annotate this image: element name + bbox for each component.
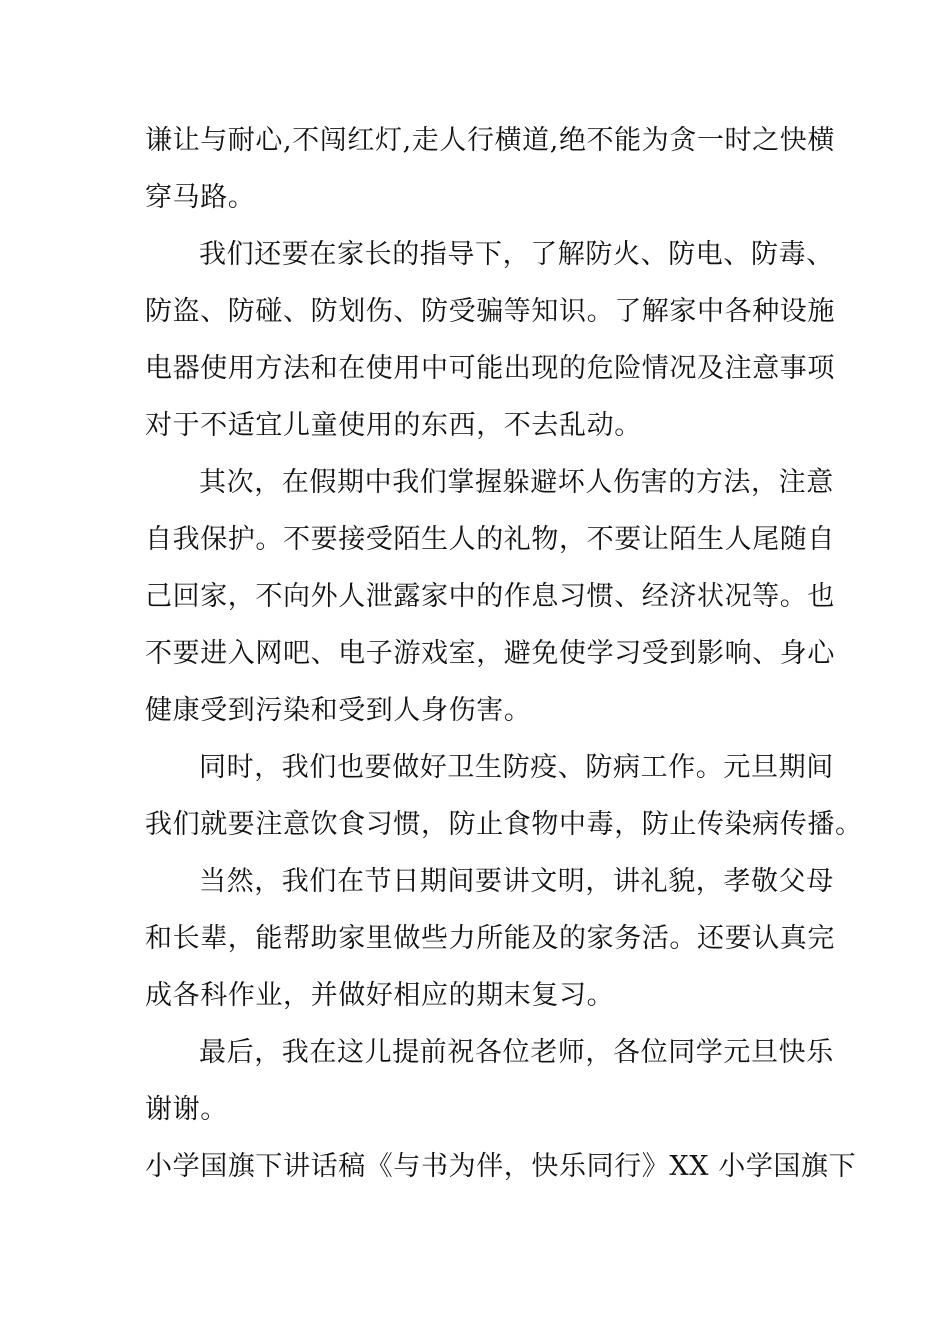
paragraph-start-line: 当然，我们在节日期间要讲文明，讲礼貌，孝敬父母	[199, 866, 834, 897]
paragraph-start-line: 同时，我们也要做好卫生防疫、防病工作。元旦期间	[199, 752, 834, 783]
paragraph-start-line: 其次，在假期中我们掌握躲避坏人伤害的方法，注意	[199, 467, 834, 498]
text-line: 和长辈，能帮助家里做些力所能及的家务活。还要认真完	[145, 923, 835, 954]
text-line: 谦让与耐心,不闯红灯,走人行横道,绝不能为贪一时之快横	[145, 125, 835, 156]
text-line: 谢谢。	[145, 1094, 228, 1125]
paragraph-start-line: 我们还要在家长的指导下，了解防火、防电、防毒、	[199, 239, 834, 270]
text-line: 己回家，不向外人泄露家中的作息习惯、经济状况等。也	[145, 581, 835, 612]
text-line: 我们就要注意饮食习惯，防止食物中毒，防止传染病传播。	[145, 809, 863, 840]
text-line: 电器使用方法和在使用中可能出现的危险情况及注意事项	[145, 353, 835, 384]
text-line: 穿马路。	[145, 182, 256, 213]
text-line: 成各科作业，并做好相应的期末复习。	[145, 980, 615, 1011]
section-title-line: 小学国旗下讲话稿《与书为伴，快乐同行》XX 小学国旗下	[145, 1151, 857, 1182]
text-line: 自我保护。不要接受陌生人的礼物，不要让陌生人尾随自	[145, 524, 835, 555]
text-line: 对于不适宜儿童使用的东西，不去乱动。	[145, 410, 642, 441]
paragraph-start-line: 最后，我在这儿提前祝各位老师，各位同学元旦快乐	[199, 1037, 834, 1068]
text-line: 防盗、防碰、防划伤、防受骗等知识。了解家中各种设施	[145, 296, 835, 327]
text-line: 不要进入网吧、电子游戏室，避免使学习受到影响、身心	[145, 638, 835, 669]
text-line: 健康受到污染和受到人身伤害。	[145, 695, 532, 726]
